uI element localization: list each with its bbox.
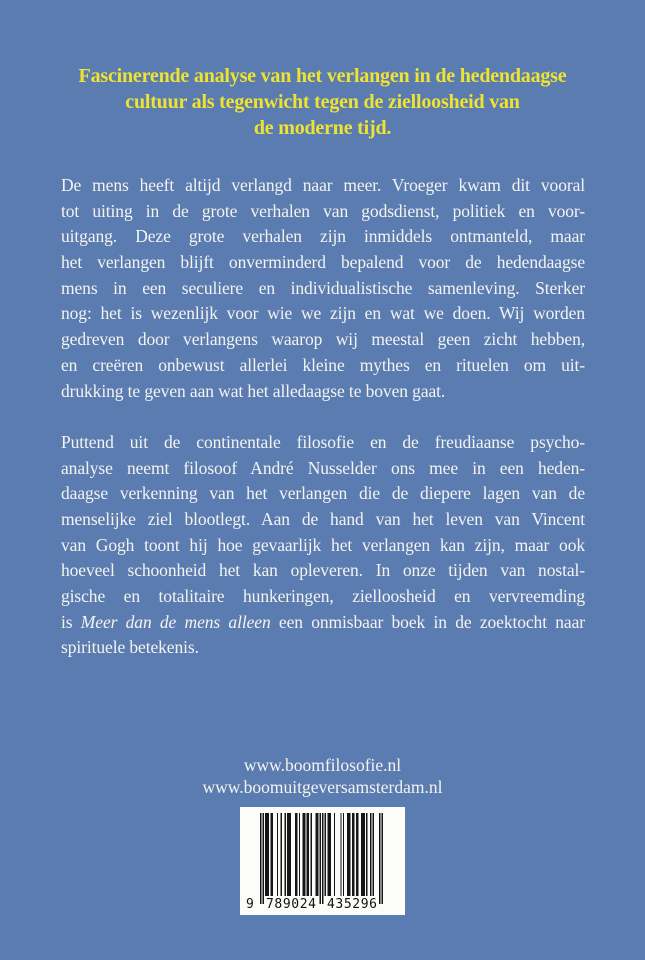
paragraph-line: het verlangen blijft onverminderd bepalend voor de hedendaagse <box>61 252 585 273</box>
barcode-svg <box>240 807 405 915</box>
paragraph-line: is Meer dan de mens alleen een onmisbaar boek in de zoektocht naar <box>61 611 585 632</box>
tagline-line: de moderne tijd. <box>253 117 392 139</box>
paragraph-line: uitgang. Deze grote verhalen zijn inmiddels ontmanteld, maar <box>61 226 585 247</box>
paragraph-line: en creëren onbewust allerlei kleine mythes en rituelen om uit- <box>61 354 585 375</box>
paragraph-line: van Gogh toont hij hoe gevaarlijk het verlangen kan zijn, maar ook <box>61 534 585 555</box>
paragraph-line: gische en totalitaire hunkeringen, zielloosheid en vervreemding <box>61 586 585 606</box>
paragraph-line: spirituele betekenis. <box>61 637 199 658</box>
paragraph-line: menselijke ziel blootlegt. Aan de hand van het leven van Vincent <box>61 508 585 529</box>
paragraph-line: hoeveel schoonheid het kan opleveren. In onze tijden van nostal- <box>61 560 585 581</box>
paragraph-line: Puttend uit de continentale filosofie en de freudiaanse psycho- <box>61 431 585 452</box>
tagline <box>0 63 645 141</box>
tagline-line: cultuur als tegenwicht tegen de zielloosheid van <box>125 91 520 113</box>
paragraph <box>61 430 585 661</box>
paragraph-line: De mens heeft altijd verlangd naar meer. Vroeger kwam dit vooral <box>61 175 585 195</box>
publisher-websites <box>0 754 645 798</box>
paragraph-line: drukking te geven aan wat het alledaagse te boven gaat. <box>61 380 446 401</box>
paragraph-line: analyse neemt filosoof André Nusselder ons mee in een heden- <box>61 457 585 478</box>
barcode-digits: 9 <box>246 897 254 912</box>
barcode-digits: 789024 <box>266 897 316 912</box>
back-cover-text <box>61 173 585 661</box>
paragraph-line: tot uiting in de grote verhalen van godsdienst, politiek en voor- <box>61 200 585 221</box>
paragraph-line: daagse verkenning van het verlangen die de diepere lagen van de <box>61 483 585 504</box>
isbn-barcode <box>240 807 405 915</box>
website-url: www.boomfilosofie.nl <box>243 755 402 775</box>
paragraph <box>61 173 585 404</box>
tagline-line: Fascinerende analyse van het verlangen in de hedendaagse <box>78 65 567 87</box>
paragraph-line: gedreven door verlangens waarop wij meestal geen zicht hebben, <box>61 329 585 350</box>
website-url: www.boomuitgeversamsterdam.nl <box>202 777 443 797</box>
paragraph-line: nog: het is wezenlijk voor wie we zijn en wat we doen. Wij worden <box>61 303 585 324</box>
barcode-digits: 435296 <box>327 897 377 912</box>
paragraph-line: mens in een seculiere en individualistische samenleving. Sterker <box>61 277 585 298</box>
